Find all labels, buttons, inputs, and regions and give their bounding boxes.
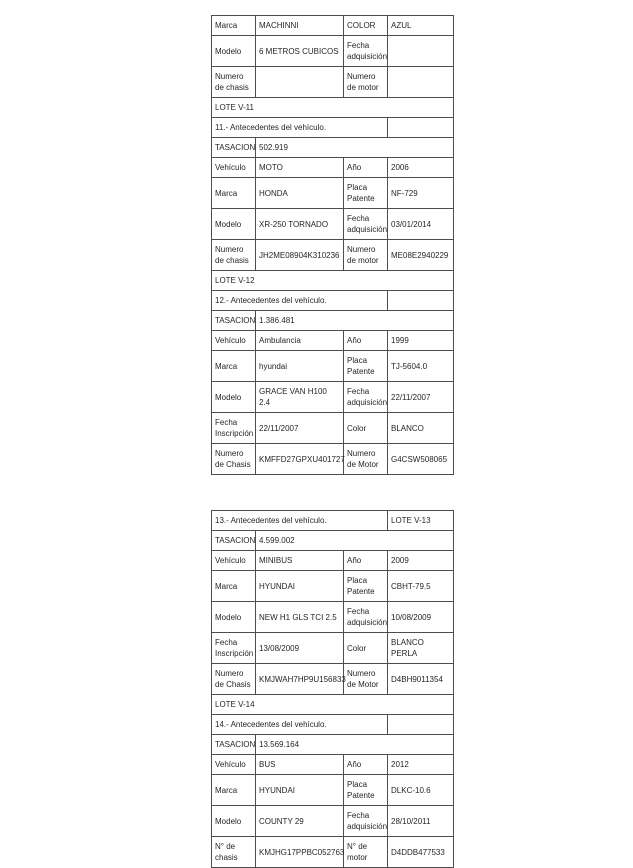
field-label: Numero de chasis — [212, 67, 256, 98]
field-value: GRACE VAN H100 2.4 — [256, 382, 344, 413]
field-label: Color — [344, 633, 388, 664]
field-value: G4CSW508065 — [388, 444, 454, 475]
field-label: Fecha Inscripción — [212, 633, 256, 664]
field-value — [388, 715, 454, 735]
table-row — [212, 271, 454, 291]
field-label: Modelo — [212, 209, 256, 240]
lot-header: LOTE V-14 — [212, 695, 454, 715]
field-value: DLKC-10.6 — [388, 775, 454, 806]
field-label: Marca — [212, 178, 256, 209]
field-label: Numero de chasis — [212, 240, 256, 271]
field-value: 6 METROS CUBICOS — [256, 36, 344, 67]
field-value: 13.569.164 — [256, 735, 454, 755]
field-label: N° de motor — [344, 837, 388, 868]
table-row — [212, 775, 454, 806]
field-value: NF-729 — [388, 178, 454, 209]
field-value: XR-250 TORNADO — [256, 209, 344, 240]
field-label: Numero de motor — [344, 67, 388, 98]
field-value: 1999 — [388, 331, 454, 351]
record-heading: 11.- Antecedentes del vehículo. — [212, 118, 388, 138]
field-label: Fecha adquisición — [344, 209, 388, 240]
table-row — [212, 571, 454, 602]
field-value: MACHINNI — [256, 16, 344, 36]
field-value — [388, 291, 454, 311]
field-label: Fecha adquisición — [344, 382, 388, 413]
field-value: ME08E2940229 — [388, 240, 454, 271]
field-label: Numero de Motor — [344, 664, 388, 695]
field-label: Placa Patente — [344, 178, 388, 209]
field-label: Placa Patente — [344, 571, 388, 602]
lot-header: LOTE V-12 — [212, 271, 454, 291]
field-value: AZUL — [388, 16, 454, 36]
field-label: Modelo — [212, 806, 256, 837]
field-label: Año — [344, 551, 388, 571]
field-value: BLANCO — [388, 413, 454, 444]
table-row — [212, 67, 454, 98]
field-value: 10/08/2009 — [388, 602, 454, 633]
table-row — [212, 511, 454, 531]
field-label: N° de chasis — [212, 837, 256, 868]
vehicle-records-table-1 — [211, 15, 454, 475]
field-value: 2009 — [388, 551, 454, 571]
record-heading: 12.- Antecedentes del vehículo. — [212, 291, 388, 311]
field-value: HYUNDAI — [256, 775, 344, 806]
table-row — [212, 755, 454, 775]
field-label: Año — [344, 158, 388, 178]
field-value: Ambulancia — [256, 331, 344, 351]
field-value — [388, 67, 454, 98]
field-value — [256, 67, 344, 98]
field-value: D4BH9011354 — [388, 664, 454, 695]
field-value: NEW H1 GLS TCI 2.5 — [256, 602, 344, 633]
field-label: Placa Patente — [344, 351, 388, 382]
table-row — [212, 138, 454, 158]
field-label: Marca — [212, 571, 256, 602]
field-label: TASACION — [212, 311, 256, 331]
record-heading: 13.- Antecedentes del vehículo. — [212, 511, 388, 531]
table-row — [212, 531, 454, 551]
table-body — [212, 511, 454, 868]
field-value: 22/11/2007 — [256, 413, 344, 444]
table-row — [212, 806, 454, 837]
table-row — [212, 118, 454, 138]
field-value: MOTO — [256, 158, 344, 178]
table-row — [212, 36, 454, 67]
table-row — [212, 413, 454, 444]
table-row — [212, 695, 454, 715]
field-value: 1.386.481 — [256, 311, 454, 331]
table-body — [212, 16, 454, 475]
field-value: BUS — [256, 755, 344, 775]
field-label: Fecha Inscripción — [212, 413, 256, 444]
field-value — [388, 118, 454, 138]
field-value: 13/08/2009 — [256, 633, 344, 664]
field-value: 4.599.002 — [256, 531, 454, 551]
field-label: Fecha adquisición — [344, 36, 388, 67]
table-row — [212, 311, 454, 331]
field-label: Fecha adquisición — [344, 602, 388, 633]
field-value: HYUNDAI — [256, 571, 344, 602]
field-label: Año — [344, 755, 388, 775]
table-row — [212, 209, 454, 240]
field-value: HONDA — [256, 178, 344, 209]
field-value: TJ-5604.0 — [388, 351, 454, 382]
field-label: TASACION — [212, 138, 256, 158]
field-label: Vehículo — [212, 755, 256, 775]
table-row — [212, 837, 454, 868]
field-value: 502.919 — [256, 138, 454, 158]
table-row — [212, 351, 454, 382]
field-value: KMJHG17PPBC052763 — [256, 837, 344, 868]
field-label: Placa Patente — [344, 775, 388, 806]
table-row — [212, 633, 454, 664]
table-row — [212, 735, 454, 755]
table-row — [212, 240, 454, 271]
table-row — [212, 444, 454, 475]
field-label: TASACION — [212, 531, 256, 551]
table-row — [212, 715, 454, 735]
table-row — [212, 551, 454, 571]
table-row — [212, 291, 454, 311]
vehicle-records-table-2 — [211, 510, 454, 868]
table-row — [212, 602, 454, 633]
field-label: Vehículo — [212, 551, 256, 571]
field-label: Marca — [212, 351, 256, 382]
field-value: JH2ME08904K310236 — [256, 240, 344, 271]
table-row — [212, 382, 454, 413]
field-label: COLOR — [344, 16, 388, 36]
field-value: KMJWAH7HP9U156833 — [256, 664, 344, 695]
field-label: Color — [344, 413, 388, 444]
field-value: D4DDB477533 — [388, 837, 454, 868]
field-label: Año — [344, 331, 388, 351]
field-value: COUNTY 29 — [256, 806, 344, 837]
field-label: Marca — [212, 16, 256, 36]
table-row — [212, 158, 454, 178]
table-row — [212, 16, 454, 36]
field-value — [388, 36, 454, 67]
field-label: Numero de Motor — [344, 444, 388, 475]
table-row — [212, 331, 454, 351]
field-label: TASACION — [212, 735, 256, 755]
table-row — [212, 664, 454, 695]
field-label: Numero de Chasis — [212, 444, 256, 475]
field-label: Numero de Chasis — [212, 664, 256, 695]
record-heading: 14.- Antecedentes del vehículo. — [212, 715, 388, 735]
lot-header: LOTE V-11 — [212, 98, 454, 118]
field-value: 2012 — [388, 755, 454, 775]
field-value: hyundai — [256, 351, 344, 382]
field-label: Modelo — [212, 602, 256, 633]
field-value: KMFFD27GPXU401727 — [256, 444, 344, 475]
field-value: 22/11/2007 — [388, 382, 454, 413]
table-row — [212, 98, 454, 118]
field-value: 2006 — [388, 158, 454, 178]
field-label: Vehículo — [212, 331, 256, 351]
field-label: Fecha adquisición — [344, 806, 388, 837]
table-row — [212, 178, 454, 209]
field-value: MINIBUS — [256, 551, 344, 571]
field-value: 28/10/2011 — [388, 806, 454, 837]
field-label: Marca — [212, 775, 256, 806]
field-label: Numero de motor — [344, 240, 388, 271]
field-value: LOTE V-13 — [388, 511, 454, 531]
field-label: Vehículo — [212, 158, 256, 178]
field-value: CBHT-79.5 — [388, 571, 454, 602]
field-label: Modelo — [212, 36, 256, 67]
field-label: Modelo — [212, 382, 256, 413]
field-value: BLANCO PERLA — [388, 633, 454, 664]
field-value: 03/01/2014 — [388, 209, 454, 240]
